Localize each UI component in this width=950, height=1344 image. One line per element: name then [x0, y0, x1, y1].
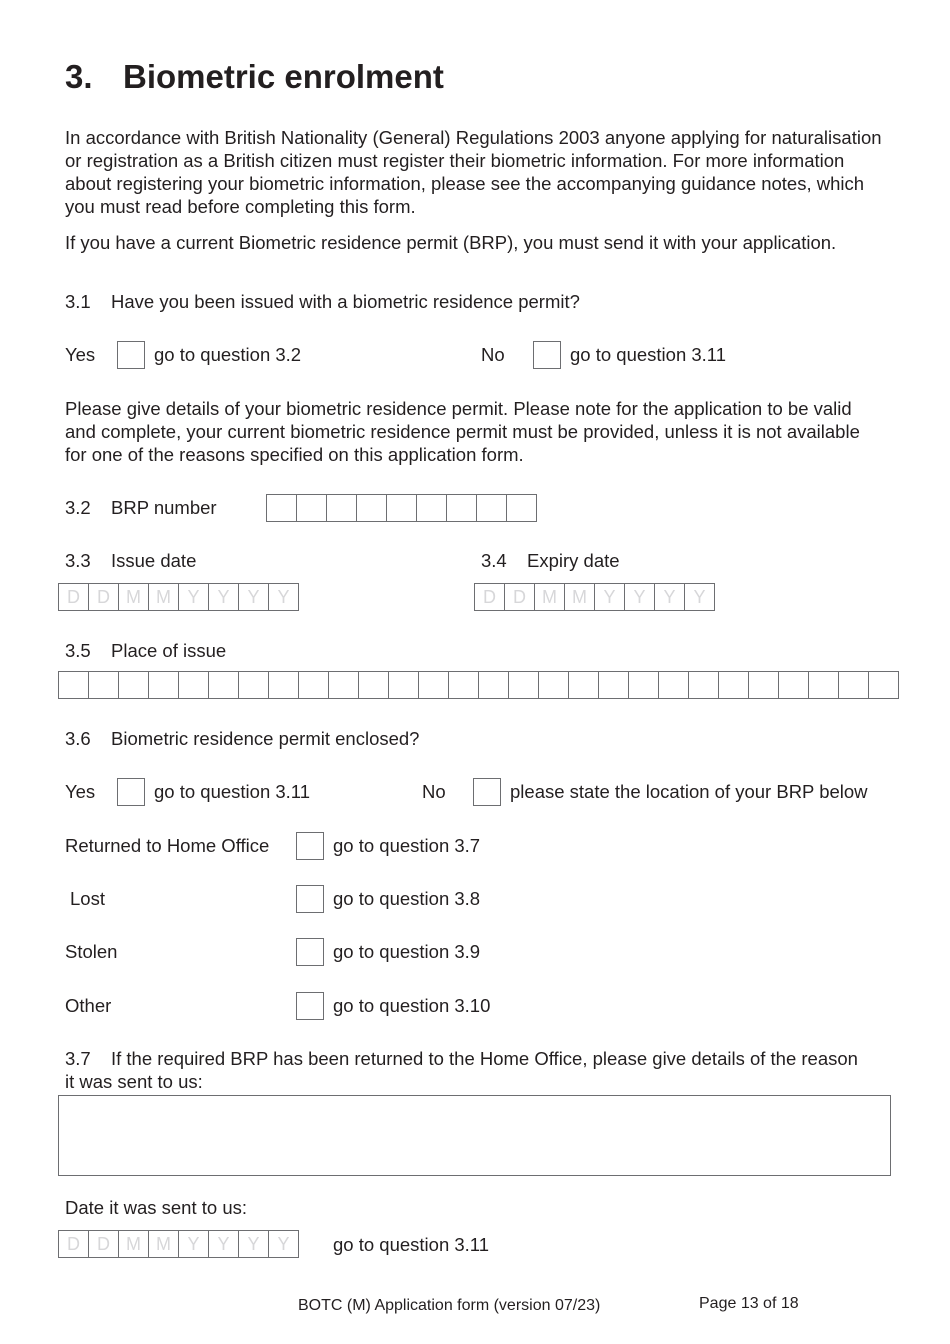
char-cell[interactable] [239, 672, 269, 698]
date-cell[interactable]: Y [625, 584, 655, 610]
date-cell[interactable]: D [475, 584, 505, 610]
expiry-date-input[interactable] [474, 583, 715, 611]
date-cell[interactable]: Y [209, 584, 239, 610]
option-stolen-label: Stolen [65, 941, 118, 962]
date-cell[interactable]: Y [595, 584, 625, 610]
char-cell[interactable] [477, 495, 507, 521]
char-cell[interactable] [869, 672, 899, 698]
char-cell[interactable] [569, 672, 599, 698]
char-cell[interactable] [659, 672, 689, 698]
q3-1-yes-goto: go to question 3.2 [154, 344, 302, 365]
char-cell[interactable] [417, 495, 447, 521]
date-cell[interactable]: D [59, 1231, 89, 1257]
q3-6-no-label: No [422, 781, 446, 802]
date-sent-goto: go to question 3.11 [333, 1234, 490, 1255]
q3-6-yes-checkbox[interactable] [117, 778, 145, 806]
question-3-7-continued: it was sent to us: [65, 1071, 203, 1092]
brp-number-input[interactable] [266, 494, 537, 522]
question-3-3 [65, 550, 196, 572]
option-returned-label: Returned to Home Office [65, 835, 270, 856]
question-3-7 [65, 1048, 858, 1070]
footer-page-number: Page 13 of 18 [699, 1295, 799, 1312]
question-number: 3.2 [65, 497, 91, 518]
q3-1-no-label: No [481, 344, 505, 365]
question-3-4 [481, 550, 620, 572]
date-cell[interactable]: M [119, 584, 149, 610]
date-cell[interactable]: Y [239, 584, 269, 610]
date-cell[interactable]: D [59, 584, 89, 610]
footer-form-name: BOTC (M) Application form (version 07/23) [298, 1297, 601, 1314]
question-3-5 [65, 640, 226, 662]
date-cell[interactable]: M [119, 1231, 149, 1257]
section-title [65, 58, 444, 96]
q3-6-yes-goto: go to question 3.11 [154, 781, 311, 802]
date-cell[interactable]: Y [179, 1231, 209, 1257]
char-cell[interactable] [209, 672, 239, 698]
char-cell[interactable] [357, 495, 387, 521]
char-cell[interactable] [59, 672, 89, 698]
char-cell[interactable] [389, 672, 419, 698]
date-cell[interactable]: Y [209, 1231, 239, 1257]
date-cell[interactable]: Y [269, 1231, 299, 1257]
date-cell[interactable]: Y [269, 584, 299, 610]
char-cell[interactable] [689, 672, 719, 698]
char-cell[interactable] [89, 672, 119, 698]
char-cell[interactable] [507, 495, 537, 521]
option-returned-goto: go to question 3.7 [333, 835, 481, 856]
question-text: Expiry date [527, 550, 620, 571]
question-number: 3.6 [65, 728, 91, 749]
place-of-issue-input[interactable] [58, 671, 899, 699]
date-cell[interactable]: Y [685, 584, 715, 610]
option-stolen-goto: go to question 3.9 [333, 941, 481, 962]
q3-1-no-goto: go to question 3.11 [570, 344, 727, 365]
question-number: 3.1 [65, 291, 91, 312]
char-cell[interactable] [779, 672, 809, 698]
date-cell[interactable]: Y [655, 584, 685, 610]
char-cell[interactable] [839, 672, 869, 698]
date-cell[interactable]: D [89, 1231, 119, 1257]
char-cell[interactable] [179, 672, 209, 698]
char-cell[interactable] [449, 672, 479, 698]
char-cell[interactable] [809, 672, 839, 698]
date-cell[interactable]: Y [239, 1231, 269, 1257]
option-stolen-checkbox[interactable] [296, 938, 324, 966]
char-cell[interactable] [359, 672, 389, 698]
date-sent-input[interactable] [58, 1230, 299, 1258]
char-cell[interactable] [297, 495, 327, 521]
date-cell[interactable]: D [89, 584, 119, 610]
date-cell[interactable]: M [565, 584, 595, 610]
option-lost-checkbox[interactable] [296, 885, 324, 913]
char-cell[interactable] [719, 672, 749, 698]
char-cell[interactable] [479, 672, 509, 698]
question-text: If the required BRP has been returned to the Home Office, please give details of the reason [111, 1048, 858, 1069]
issue-date-input[interactable] [58, 583, 299, 611]
option-returned-checkbox[interactable] [296, 832, 324, 860]
question-text: Have you been issued with a biometric residence permit? [111, 291, 580, 312]
option-other-goto: go to question 3.10 [333, 995, 491, 1016]
question-text: Biometric residence permit enclosed? [111, 728, 420, 749]
char-cell[interactable] [447, 495, 477, 521]
char-cell[interactable] [539, 672, 569, 698]
date-cell[interactable]: Y [179, 584, 209, 610]
question-3-6 [65, 728, 419, 750]
q3-1-no-checkbox[interactable] [533, 341, 561, 369]
question-number: 3.3 [65, 550, 91, 571]
char-cell[interactable] [629, 672, 659, 698]
date-cell[interactable]: M [535, 584, 565, 610]
option-lost-goto: go to question 3.8 [333, 888, 481, 909]
char-cell[interactable] [299, 672, 329, 698]
section-title-text: Biometric enrolment [123, 58, 444, 95]
char-cell[interactable] [749, 672, 779, 698]
char-cell[interactable] [387, 495, 417, 521]
q3-6-no-checkbox[interactable] [473, 778, 501, 806]
intro-paragraph: In accordance with British Nationality (General) Regulations 2003 anyone applying for naturalisation or registration as a British citizen must register their biometric information. For more information about registering your biometric information, please see the accompanying guidance notes, which you must read before completing this form. [65, 127, 882, 217]
q3-1-yes-label: Yes [65, 344, 96, 365]
char-cell[interactable] [269, 672, 299, 698]
option-other-checkbox[interactable] [296, 992, 324, 1020]
q3-6-yes-label: Yes [65, 781, 96, 802]
date-cell[interactable]: M [149, 584, 179, 610]
question-text: Issue date [111, 550, 197, 571]
option-lost-label: Lost [70, 888, 105, 909]
date-cell[interactable]: D [505, 584, 535, 610]
char-cell[interactable] [327, 495, 357, 521]
char-cell[interactable] [509, 672, 539, 698]
question-text: Place of issue [111, 640, 227, 661]
char-cell[interactable] [267, 495, 297, 521]
char-cell[interactable] [329, 672, 359, 698]
char-cell[interactable] [149, 672, 179, 698]
option-other-label: Other [65, 995, 112, 1016]
question-3-2 [65, 497, 217, 519]
date-sent-label: Date it was sent to us: [65, 1197, 248, 1218]
char-cell[interactable] [599, 672, 629, 698]
date-cell[interactable]: M [149, 1231, 179, 1257]
question-number: 3.5 [65, 640, 91, 661]
q3-1-yes-checkbox[interactable] [117, 341, 145, 369]
q3-6-no-goto: please state the location of your BRP below [510, 781, 868, 802]
question-text: BRP number [111, 497, 217, 518]
brp-details-paragraph: Please give details of your biometric residence permit. Please note for the application to be valid and complete, your current biometric residence permit must be provided, unless it is not available for one of the reasons specified on this application form. [65, 398, 860, 465]
char-cell[interactable] [419, 672, 449, 698]
section-number: 3. [65, 58, 93, 95]
brp-send-note: If you have a current Biometric residence permit (BRP), you must send it with your application. [65, 232, 837, 253]
char-cell[interactable] [119, 672, 149, 698]
question-3-1 [65, 291, 580, 313]
question-number: 3.7 [65, 1048, 91, 1069]
question-number: 3.4 [481, 550, 507, 571]
return-reason-textarea[interactable] [58, 1095, 891, 1176]
